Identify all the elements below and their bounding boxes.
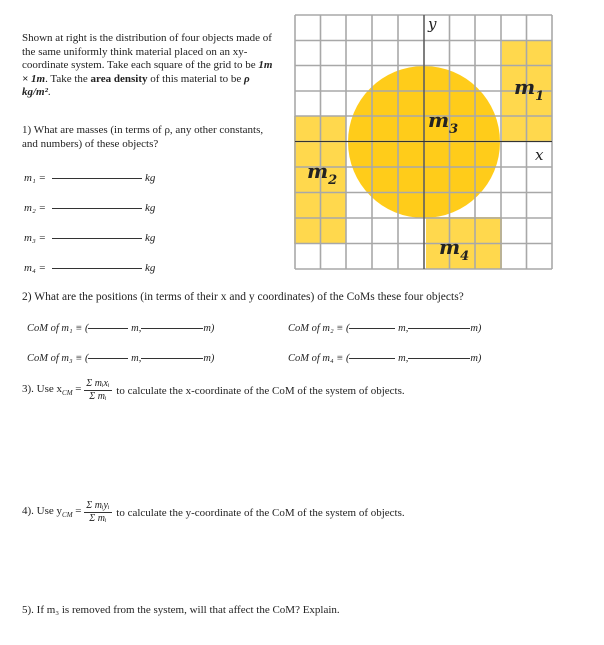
com-row-4 — [288, 353, 481, 364]
answer-blank[interactable] — [52, 237, 142, 239]
q3-prefix: 3). Use $x_{CM}$ = — [22, 383, 82, 398]
com-row-2 — [288, 323, 481, 334]
q4-prefix: 4). Use $y_{CM}$ = — [22, 505, 82, 520]
mass-label: m₂ = — [24, 202, 46, 214]
q4-denominator: Σ mᵢ — [89, 513, 107, 524]
q4-fraction — [84, 500, 111, 525]
com-end: m) — [470, 323, 482, 334]
q3-numerator: Σ mᵢxᵢ — [86, 378, 110, 389]
com-end: m) — [203, 323, 215, 334]
answer-blank-y[interactable] — [408, 357, 470, 359]
mass-unit: kg — [144, 262, 156, 274]
intro-text-4: . — [47, 86, 51, 98]
com-row-1 — [27, 323, 214, 334]
mass-row-2 — [24, 202, 155, 214]
answer-blank-y[interactable] — [141, 357, 203, 359]
com-mid: m, — [131, 323, 142, 334]
m1-label: $m_1$ — [514, 75, 545, 104]
com-end: m) — [203, 353, 215, 364]
m3-label: $m_3$ — [428, 108, 459, 137]
mass-label: m₁ = — [24, 172, 46, 184]
mass-row-3 — [24, 232, 155, 244]
mass-label: m₃ = — [24, 232, 46, 244]
mass-unit: kg — [144, 232, 156, 244]
m4-label: $m_4$ — [439, 235, 470, 264]
answer-blank-x[interactable] — [349, 327, 395, 329]
com-mid: m, — [131, 353, 142, 364]
question-3 — [22, 378, 405, 403]
com-label: CoM of m₃ ≡ ( — [27, 353, 89, 364]
intro-area-density: area density — [90, 72, 148, 85]
answer-blank-y[interactable] — [408, 327, 470, 329]
mass-row-1 — [24, 172, 155, 184]
com-label: CoM of m₄ ≡ ( — [288, 353, 350, 364]
question-4 — [22, 500, 405, 525]
mass-distribution-figure — [294, 10, 554, 272]
com-row-3 — [27, 353, 214, 364]
com-mid: m, — [398, 353, 409, 364]
m2-label: $m_2$ — [307, 159, 338, 188]
com-mid: m, — [398, 323, 409, 334]
answer-blank-y[interactable] — [141, 327, 203, 329]
intro-text: Shown at right is the distribution of four objects made of the same uniformly think material placed on an xy-coordinate system. Take each square of the grid to be — [22, 32, 272, 71]
com-label: CoM of m₁ ≡ ( — [27, 323, 89, 334]
q3-denominator: Σ mᵢ — [89, 391, 107, 402]
intro-text-2: . Take the — [45, 72, 91, 85]
answer-blank-x[interactable] — [88, 327, 128, 329]
question-5: 5). If m₃ is removed from the system, will that affect the CoM? Explain. — [22, 604, 340, 616]
intro-unit: 1m × 1m — [22, 59, 273, 85]
y-axis-label: y — [428, 15, 437, 33]
mass-unit: kg — [144, 202, 156, 214]
intro-rho: ρ kg/m² — [22, 72, 250, 98]
answer-blank[interactable] — [52, 177, 142, 179]
mass-label: m₄ = — [24, 262, 46, 274]
question-1: 1) What are masses (in terms of ρ, any other constants, and numbers) of these objects? — [22, 124, 264, 150]
answer-blank[interactable] — [52, 207, 142, 209]
q3-text: to calculate the x-coordinate of the CoM of the system of objects. — [116, 384, 405, 397]
intro-text-3: of this material to be — [147, 72, 245, 85]
intro-paragraph — [22, 32, 274, 100]
com-label: CoM of m₂ ≡ ( — [288, 323, 350, 334]
q3-fraction — [84, 378, 111, 403]
question-2: 2) What are the positions (in terms of their x and y coordinates) of the CoMs these four objects? — [22, 291, 464, 303]
mass-row-4 — [24, 262, 155, 274]
answer-blank-x[interactable] — [88, 357, 128, 359]
answer-blank-x[interactable] — [349, 357, 395, 359]
com-end: m) — [470, 353, 482, 364]
q4-numerator: Σ mᵢyᵢ — [86, 500, 110, 511]
x-axis-label: x — [535, 146, 544, 164]
answer-blank[interactable] — [52, 267, 142, 269]
q4-text: to calculate the y-coordinate of the CoM of the system of objects. — [116, 506, 405, 519]
mass-unit: kg — [144, 172, 156, 184]
